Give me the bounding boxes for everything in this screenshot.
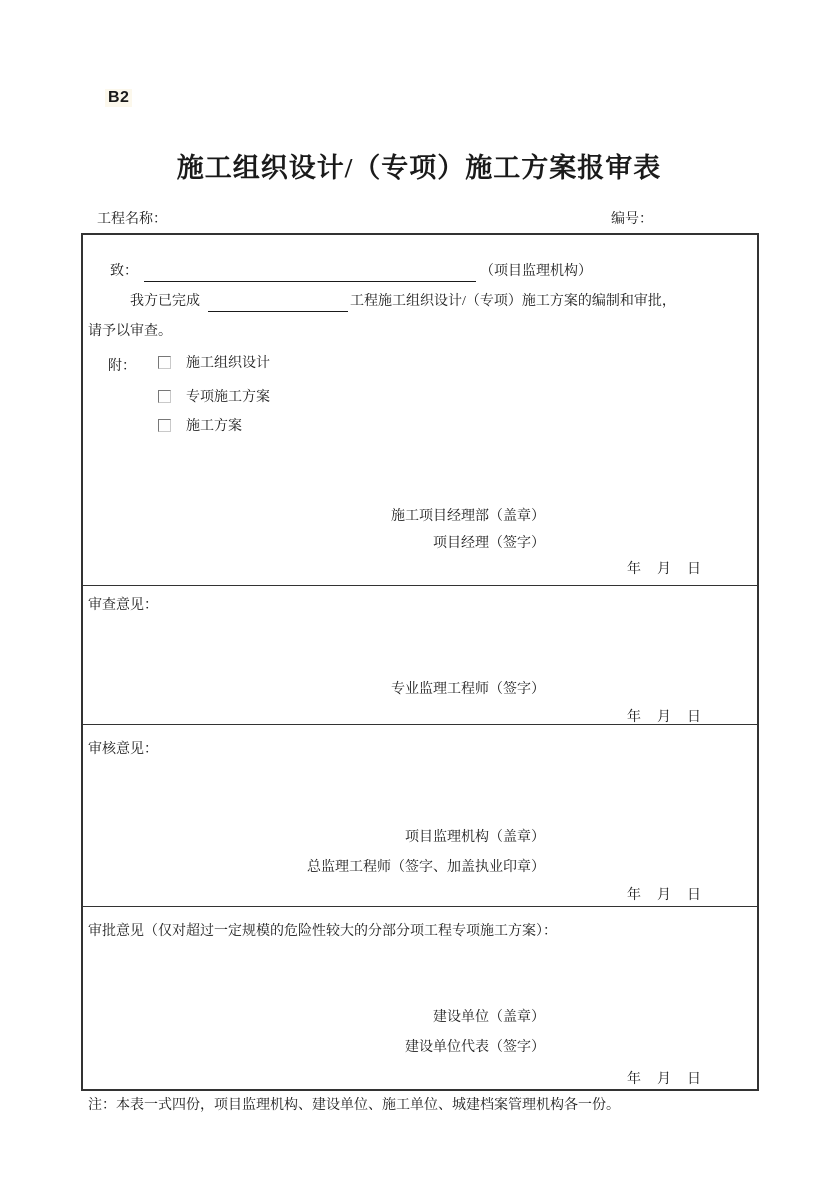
attachment-option-label: 专项施工方案	[186, 390, 270, 405]
approve-sign-person: 建设单位代表（签字）	[405, 1040, 545, 1055]
verify-sign-person: 总监理工程师（签字、加盖执业印章）	[307, 860, 545, 875]
verify-sign-org: 项目监理机构（盖章）	[405, 830, 545, 845]
checkbox-special-construction-plan[interactable]	[158, 390, 171, 403]
approve-sign-org: 建设单位（盖章）	[433, 1010, 545, 1025]
attachment-option-label: 施工组织设计	[186, 356, 270, 371]
form-code: B2	[105, 89, 132, 107]
attachment-row	[158, 415, 242, 435]
completed-suffix: 工程施工组织设计/（专项）施工方案的编制和审批，	[350, 294, 676, 309]
completed-prefix: 我方已完成	[130, 294, 200, 309]
attachment-row	[158, 352, 270, 372]
attachment-option-label: 施工方案	[186, 419, 242, 434]
project-name-label: 工程名称：	[97, 212, 167, 227]
form-table	[81, 233, 759, 1091]
apply-sign-person: 项目经理（签字）	[433, 536, 545, 551]
review-sign-person: 专业监理工程师（签字）	[391, 682, 545, 697]
section-apply	[83, 235, 757, 585]
form-number-label: 编号：	[611, 212, 653, 227]
checkbox-construction-organization-design[interactable]	[158, 356, 171, 369]
request-text: 请予以审查。	[88, 324, 172, 339]
checkbox-construction-plan[interactable]	[158, 419, 171, 432]
approve-date: 年 月 日	[627, 1072, 702, 1087]
addressee-label: 致：	[110, 264, 138, 279]
review-date: 年 月 日	[627, 710, 702, 725]
footer-note: 注：本表一式四份，项目监理机构、建设单位、施工单位、城建档案管理机构各一份。	[88, 1098, 620, 1113]
section-verify	[83, 724, 757, 906]
apply-date: 年 月 日	[627, 562, 702, 577]
attachment-label: 附：	[108, 359, 136, 374]
verify-date: 年 月 日	[627, 888, 702, 903]
attachment-row	[158, 386, 270, 406]
verify-heading: 审核意见：	[88, 742, 158, 757]
section-approve	[83, 906, 757, 1089]
section-review	[83, 585, 757, 724]
addressee-suffix: （项目监理机构）	[480, 264, 592, 279]
page-title: 施工组织设计/（专项）施工方案报审表	[176, 153, 662, 183]
apply-sign-org: 施工项目经理部（盖章）	[391, 509, 545, 524]
approve-heading: 审批意见（仅对超过一定规模的危险性较大的分部分项工程专项施工方案）：	[88, 924, 557, 939]
review-heading: 审查意见：	[88, 598, 158, 613]
